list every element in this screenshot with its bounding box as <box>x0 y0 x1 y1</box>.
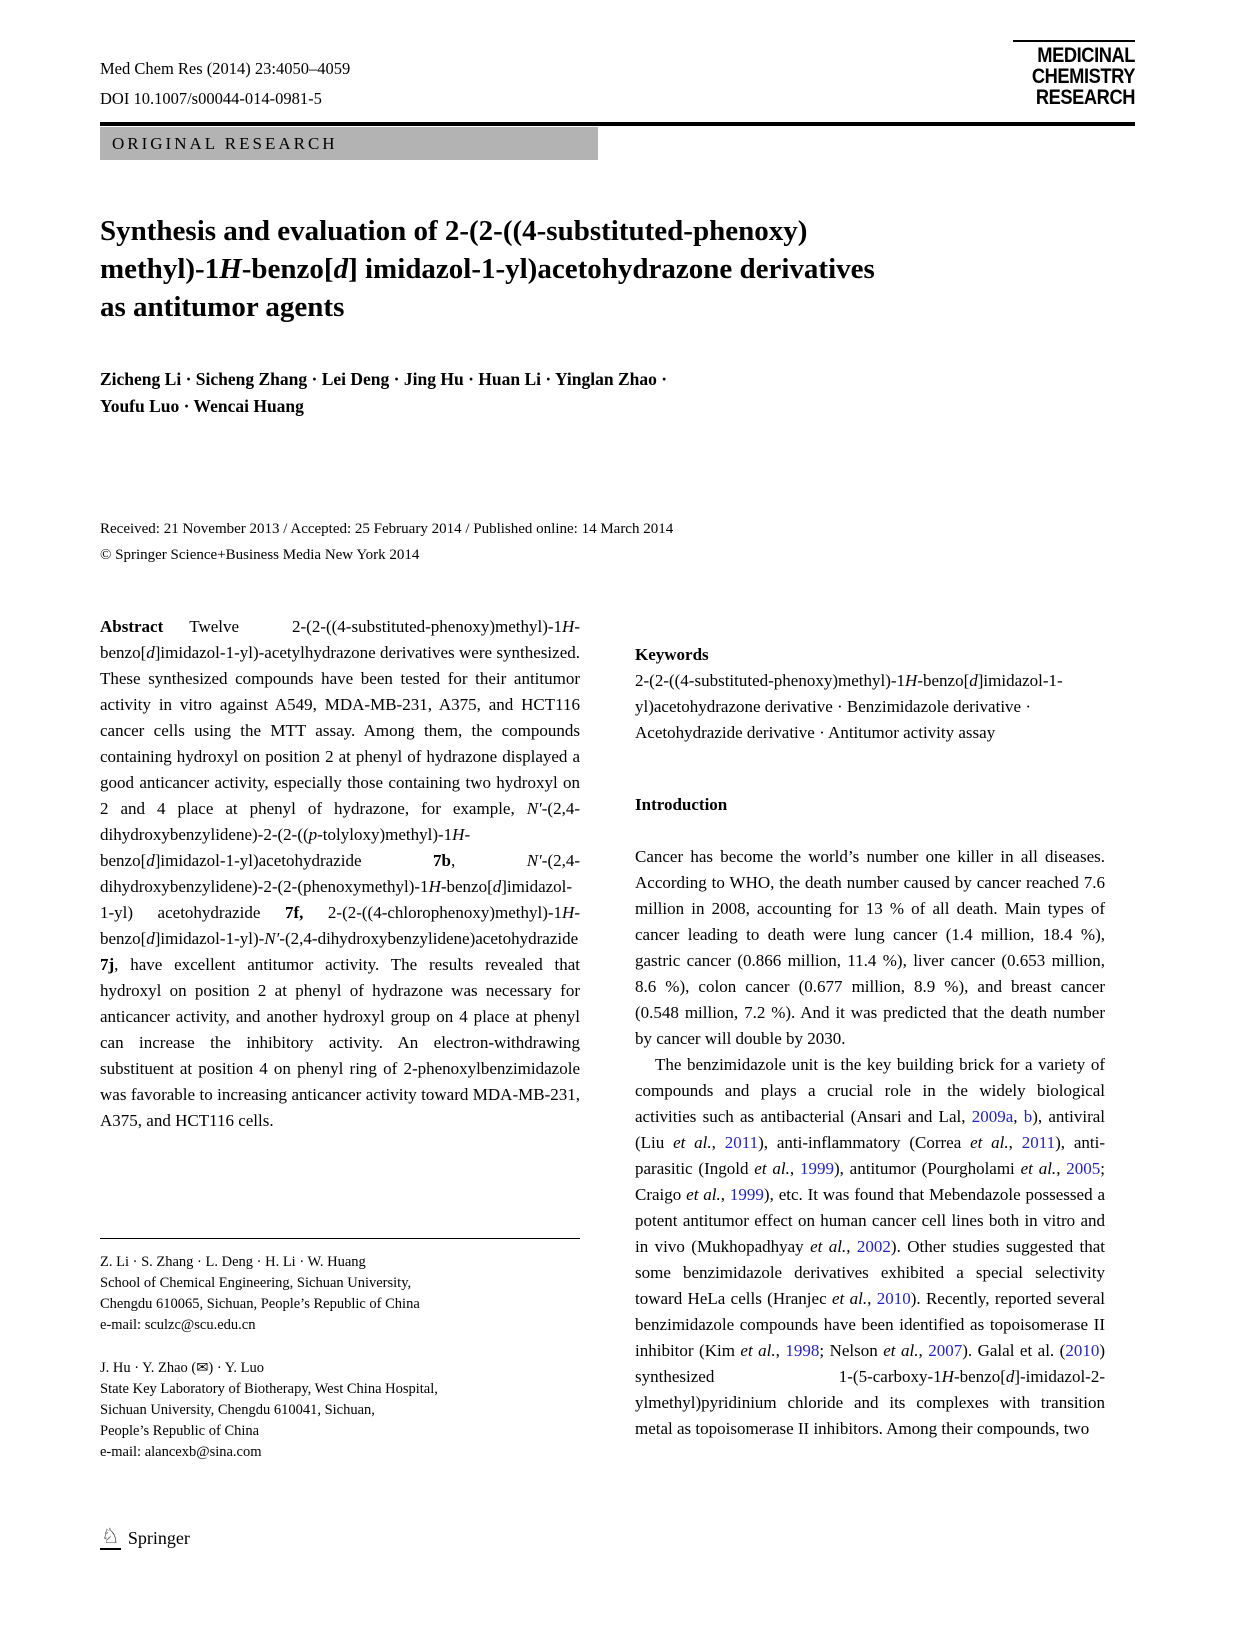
text-segment: , <box>1013 1107 1024 1126</box>
text-segment: N′ <box>264 929 280 948</box>
text-segment: -tolyloxy)methyl)-1 <box>317 825 453 844</box>
text-segment: , <box>867 1289 877 1308</box>
affiliation-email: e-mail: sculzc@scu.edu.cn <box>100 1317 256 1333</box>
article-type-label: ORIGINAL RESEARCH <box>112 133 338 153</box>
text-segment: , <box>711 1133 725 1152</box>
text-segment: H <box>941 1367 954 1386</box>
affiliation-address: Chengdu 610065, Sichuan, People’s Republic of China <box>100 1296 420 1312</box>
citation-link[interactable]: 1999 <box>799 1159 834 1178</box>
author-list <box>100 366 1135 420</box>
text-segment: ] imidazol-1-yl)acetohydrazone derivatives <box>348 253 875 285</box>
text-segment: 2-(2-((4-chlorophenoxy)methyl)-1 <box>303 903 563 922</box>
keywords-block <box>635 642 1105 746</box>
abstract-paragraph <box>100 614 580 1134</box>
text-segment: -(2,4-dihydroxybenzylidene)-2-(2-(phenoxymethyl)-1 <box>100 851 581 896</box>
title-line-3 <box>100 288 1135 326</box>
text-segment: et al. <box>810 1237 847 1256</box>
author-line-2: Youfu Luo · Wencai Huang <box>100 396 304 416</box>
text-segment: et al. <box>1020 1159 1057 1178</box>
text-segment: ). Recently, reported several benzimidazole compounds have been identified as topoisomerase II inhibitor (Kim <box>635 1289 1105 1360</box>
two-column-body <box>100 614 1135 1463</box>
text-segment: ]imidazol-1-yl) acetohydrazide <box>100 877 573 922</box>
text-segment: et al. <box>754 1159 790 1178</box>
title-line-1 <box>100 212 1135 250</box>
text-segment: H <box>219 253 242 285</box>
text-segment: et al. <box>740 1341 776 1360</box>
right-column <box>635 614 1105 1463</box>
author-line-1: Zicheng Li · Sicheng Zhang · Lei Deng · Jing Hu · Huan Li · Yinglan Zhao · <box>100 369 668 389</box>
text-segment: ), etc. It was found that Mebendazole possessed a potent antitumor effect on human cancer cell lines both in vitro and in vivo (Mukhopadhyay <box>635 1185 1105 1256</box>
text-segment: 7b <box>433 851 451 870</box>
text-segment: , <box>846 1237 857 1256</box>
text-segment: ; Nelson <box>819 1341 884 1360</box>
journal-ref: Med Chem Res (2014) 23:4050–4059 <box>100 59 351 78</box>
text-segment: 7f, <box>284 903 304 922</box>
text-segment: , <box>1008 1133 1022 1152</box>
text-segment: N′ <box>526 799 542 818</box>
citation-link[interactable]: 2009a <box>971 1107 1014 1126</box>
logo-line-3: RESEARCH <box>1035 85 1135 109</box>
journal-citation-block <box>100 54 350 114</box>
text-segment: et al. <box>970 1133 1009 1152</box>
introduction-paragraph-2 <box>635 1052 1105 1442</box>
affiliation-email: e-mail: alancexb@sina.com <box>100 1444 262 1460</box>
text-segment: H <box>562 617 575 636</box>
text-segment: d <box>969 671 978 690</box>
text-segment: ), anti-parasitic (Ingold <box>635 1133 1105 1178</box>
page-content <box>100 0 1135 1463</box>
page-header <box>100 40 1135 122</box>
citation-link[interactable]: 2010 <box>876 1289 911 1308</box>
text-segment: -(2,4-dihydroxybenzylidene)acetohydrazide <box>279 929 579 948</box>
text-segment: , <box>450 851 527 870</box>
text-segment: Twelve 2-(2-((4-substituted-phenoxy)methyl)-1 <box>189 617 563 636</box>
citation-link[interactable]: 2010 <box>1065 1341 1100 1360</box>
citation-link[interactable]: 2011 <box>1021 1133 1056 1152</box>
text-segment: , <box>789 1159 800 1178</box>
text-segment: et al. <box>883 1341 919 1360</box>
text-segment: -benzo[ <box>100 825 471 870</box>
text-segment: , <box>775 1341 786 1360</box>
left-column <box>100 614 580 1463</box>
text-segment: ]imidazol-1-yl)- <box>154 929 265 948</box>
text-segment: ]imidazol-1-yl)acetohydrazone derivative · Benzimidazole derivative · Acetohydrazide derivative · Antitumor activity assay <box>635 671 1063 742</box>
keywords-heading: Keywords <box>635 645 709 664</box>
footnote-divider <box>100 1238 580 1239</box>
text-segment: The benzimidazole unit is the key building brick for a variety of compounds and plays a crucial role in the widely biological activities such as antibacterial (Ansari and Lal, <box>635 1055 1105 1126</box>
header-divider-rule <box>100 122 1135 126</box>
affiliation-block-2 <box>100 1358 580 1463</box>
text-segment: et al. <box>831 1289 868 1308</box>
article-title <box>100 212 1135 326</box>
text-segment: ). Other studies suggested that some benzimidazole derivatives exhibited a special selectivity toward HeLa cells (Hranjec <box>635 1237 1105 1308</box>
text-segment: d <box>333 253 349 285</box>
affiliation-institution: State Key Laboratory of Biotherapy, West China Hospital, <box>100 1381 438 1397</box>
text-segment: ]imidazol-1-yl)-acetylhydrazone derivatives were synthesized. These synthesized compounds have been tested for their antitumor activity in vitro against A549, MDA-MB-231, A375, and HCT116 cancer cells using the MTT assay. Among them, the compounds containing hydroxyl on position 2 at phenyl of hydrazone displayed a good anticancer activity, especially those containing two hydroxyl on 2 and 4 place at phenyl of hydrazone, for example, <box>100 643 580 818</box>
copyright-line: © Springer Science+Business Media New York 2014 <box>100 547 420 563</box>
citation-link[interactable]: 2007 <box>928 1341 963 1360</box>
text-segment: -benzo[ <box>241 253 334 285</box>
text-segment: H <box>428 877 441 896</box>
doi-text: DOI 10.1007/s00044-014-0981-5 <box>100 89 322 108</box>
affiliation-authors: Z. Li · S. Zhang · L. Deng · H. Li · W. Huang <box>100 1254 366 1270</box>
text-segment: et al. <box>673 1133 712 1152</box>
springer-label: Springer <box>127 1527 190 1548</box>
text-segment: -benzo[ <box>100 903 580 948</box>
citation-link[interactable]: 2011 <box>724 1133 759 1152</box>
text-segment: -benzo[ <box>953 1367 1006 1386</box>
text-segment: 7j <box>100 955 115 974</box>
affiliation-address: Sichuan University, Chengdu 610041, Sichuan, <box>100 1402 375 1418</box>
text-segment: N′ <box>526 851 542 870</box>
text-segment: -benzo[ <box>917 671 970 690</box>
citation-link[interactable]: 1999 <box>729 1185 764 1204</box>
springer-horse-icon: ♘ <box>101 1524 120 1548</box>
text-segment: Synthesis and evaluation of 2-(2-((4-substituted-phenoxy) <box>100 215 808 247</box>
logo-line-1: MEDICINAL <box>1037 43 1135 67</box>
text-segment: d <box>146 643 155 662</box>
text-segment: -(2,4-dihydroxybenzylidene)-2-(2-(( <box>100 799 580 844</box>
text-segment: ]-imidazol-2-ylmethyl)pyridinium chloride and its complexes with transition metal as topoisomerase II inhibitors. Among their compounds, two <box>635 1367 1105 1438</box>
text-segment: -benzo[ <box>440 877 493 896</box>
text-segment: d <box>146 851 155 870</box>
text-segment: d <box>146 929 155 948</box>
text-segment: methyl)-1 <box>100 253 220 285</box>
citation-link[interactable]: 2002 <box>856 1237 891 1256</box>
article-type-banner <box>100 127 598 160</box>
text-segment: ; Craigo <box>635 1159 1105 1204</box>
affiliation-institution: School of Chemical Engineering, Sichuan University, <box>100 1275 412 1291</box>
affiliation-block-1 <box>100 1252 580 1336</box>
text-segment: d <box>492 877 502 896</box>
text-segment: ), antiviral (Liu <box>635 1107 1105 1152</box>
abstract-label: Abstract <box>100 617 164 636</box>
text-segment: ]imidazol-1-yl)acetohydrazide <box>154 851 433 870</box>
text-segment: ), antitumor (Pourgholami <box>833 1159 1021 1178</box>
keywords-text <box>635 668 1105 746</box>
text-segment: ), anti-inflammatory (Correa <box>758 1133 971 1152</box>
received-accepted-line: Received: 21 November 2013 / Accepted: 25 February 2014 / Published online: 14 March 2014 <box>100 521 674 537</box>
title-line-2 <box>100 250 1135 288</box>
text-segment: , <box>1056 1159 1067 1178</box>
text-segment: ) synthesized 1-(5-carboxy-1 <box>635 1341 1105 1386</box>
text-segment: H <box>905 671 918 690</box>
publication-history <box>100 516 1135 568</box>
text-segment: as antitumor agents <box>100 291 345 323</box>
text-segment: p <box>308 825 318 844</box>
text-segment: , have excellent antitumor activity. The results revealed that hydroxyl on position 2 at phenyl of hydrazone was necessary for anticancer activity, and another hydroxyl group on 4 place at phenyl can increase the inhibitory activity. An electron-withdrawing substituent at position 4 on phenyl ring of 2-phenoxylbenzimidazole was favorable to increasing anticancer activity toward MDA-MB-231, A375, and HCT116 cells. <box>100 955 580 1130</box>
text-segment: H <box>562 903 575 922</box>
text-segment: et al. <box>686 1185 721 1204</box>
text-segment: ). Galal et al. ( <box>962 1341 1066 1360</box>
text-segment: d <box>1005 1367 1015 1386</box>
affiliation-authors: J. Hu · Y. Zhao (✉) · Y. Luo <box>100 1360 264 1376</box>
citation-link[interactable]: b <box>1023 1107 1033 1126</box>
citation-link[interactable]: 1998 <box>785 1341 820 1360</box>
text-segment: -benzo[ <box>100 617 580 662</box>
text-segment: , <box>918 1341 929 1360</box>
logo-line-2: CHEMISTRY <box>1031 64 1135 88</box>
text-segment: H <box>452 825 465 844</box>
affiliation-country: People’s Republic of China <box>100 1423 260 1439</box>
introduction-heading: Introduction <box>635 795 728 814</box>
citation-link[interactable]: 2005 <box>1066 1159 1101 1178</box>
springer-logo <box>100 1526 190 1550</box>
introduction-paragraph-1: Cancer has become the world’s number one killer in all diseases. According to WHO, the death number caused by cancer reached 7.6 million in 2008, accounting for 13 % of all death. Main types of cancer leading to death were lung cancer (1.4 million, 18.4 %), gastric cancer (0.866 million, 11.4 %), liver cancer (0.653 million, 8.6 %), colon cancer (0.677 million, 8.9 %), and breast cancer (0.548 million, 7.2 %). And it was predicted that the death number by cancer will double by 2030. <box>635 847 1105 1048</box>
journal-logo <box>985 40 1135 108</box>
text-segment: , <box>720 1185 730 1204</box>
logo-rule <box>1013 40 1135 42</box>
text-segment: 2-(2-((4-substituted-phenoxy)methyl)-1 <box>635 671 906 690</box>
